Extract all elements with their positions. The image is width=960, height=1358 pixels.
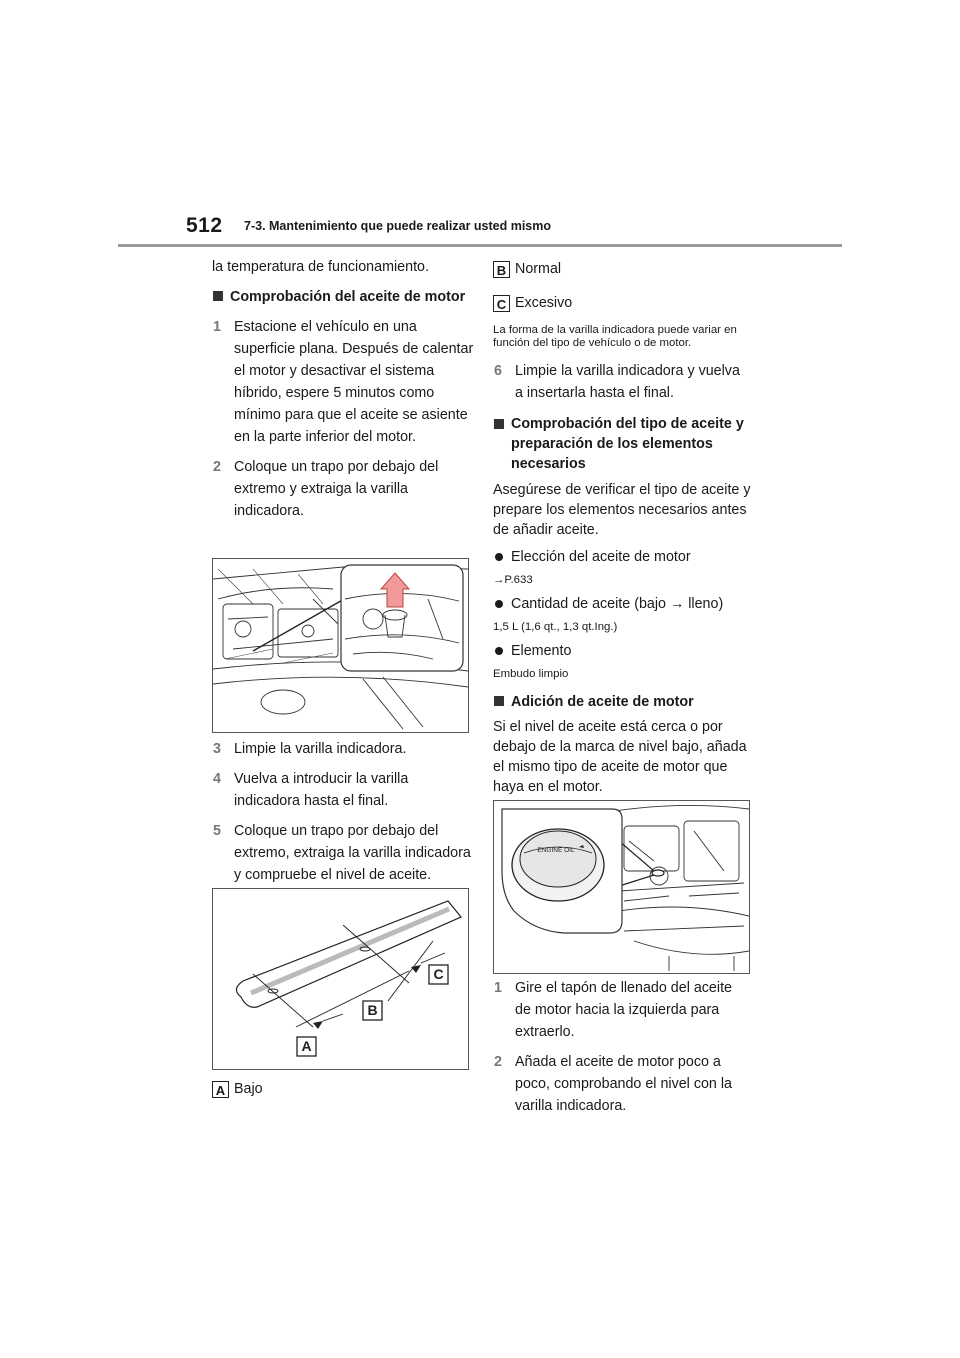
step-text: Estacione el vehículo en una superficie plana. Después de calentar el motor y desactivar el sistema híbrido, espere 5 minutos como mínimo para que el aceite se asiente en la parte inferior del motor. [234,319,474,445]
step-number: 2 [494,1054,502,1070]
label-a-row [212,1078,474,1100]
section-title: 7-3. Mantenimiento que puede realizar usted mismo [244,219,552,233]
oil-quantity-value: 1,5 L (1,6 qt., 1,3 qt.Ing.) [493,621,618,633]
label-a-box: A [212,1081,229,1098]
label-b-text: Normal [515,261,562,277]
step-number: 2 [213,459,221,475]
oil-type-intro: Asegúrese de verificar el tipo de aceite y prepare los elementos necesarios antes de añadir aceite. [493,482,751,538]
step-text: Añada el aceite de motor poco a poco, comprobando el nivel con la varilla indicadora. [515,1054,732,1114]
engine-bay-illustration [213,559,468,732]
bullet-item: Elemento [493,640,751,662]
heading-oil-type: Comprobación del tipo de aceite y preparación de los elementos necesarios [493,414,751,474]
step-5 [212,820,474,886]
step-4 [212,768,474,812]
label-c-text: Excesivo [515,295,573,311]
add-oil-intro: Si el nivel de aceite está cerca o por debajo de la marca de nivel bajo, añada el mismo tipo de aceite de motor que haya en el motor. [493,719,747,795]
oil-cap-illustration [494,801,749,973]
step-text: Coloque un trapo por debajo del extremo, extraiga la varilla indicadora y compruebe el nivel de aceite. [234,823,471,883]
heading-check-oil: Comprobación del aceite de motor [212,286,474,308]
step-number: 1 [494,980,502,996]
label-a-row-wrap [212,1078,474,1100]
step-number: 6 [494,363,502,379]
step-6 [493,360,751,404]
step-2 [212,456,474,522]
step-text: Limpie la varilla indicadora y vuelva a insertarla hasta el final. [515,363,740,401]
label-b-row [493,258,751,280]
continuation-text: la temperatura de funcionamiento. [212,259,429,275]
step-number: 5 [213,823,221,839]
item-value: Embudo limpio [493,668,569,680]
add-step-1 [493,977,751,1043]
figure-dipstick-location [212,558,469,733]
left-column-middle [212,738,474,886]
label-c-box: C [493,295,510,312]
step-text: Gire el tapón de llenado del aceite de motor hacia la izquierda para extraerlo. [515,980,732,1040]
dipstick-shade [251,909,449,993]
left-column-top [212,256,474,522]
step-1 [212,316,474,448]
dipstick-note: La forma de la varilla indicadora puede variar en función del tipo de vehículo o de motor. [493,324,737,349]
dipstick-illustration [213,889,468,1069]
figure-dipstick-levels [212,888,469,1070]
label-a-text: Bajo [234,1081,263,1097]
dipstick-label-b: B [367,1002,378,1018]
label-b-box: B [493,261,510,278]
dipstick-label-c: C [433,966,444,982]
bullet-oil-quantity: Cantidad de aceite (bajo → lleno) [493,593,751,615]
bullet-oil-choice: Elección del aceite de motor [493,546,751,568]
step-number: 3 [213,741,221,757]
dipstick-label-a: A [301,1038,312,1054]
right-column-top [493,258,751,797]
figure-oil-filler-cap [493,800,750,974]
step-text: Limpie la varilla indicadora. [234,741,407,757]
step-text: Coloque un trapo por debajo del extremo y extraiga la varilla indicadora. [234,459,439,519]
heading-add-oil: Adición de aceite de motor [493,691,751,713]
add-step-2 [493,1051,751,1117]
step-3 [212,738,474,760]
oil-cap-label: ENGINE OIL [537,847,575,854]
label-c-row [493,292,751,314]
oil-choice-reference: →P.633 [493,574,533,586]
right-column-bottom [493,977,751,1117]
step-number: 1 [213,319,221,335]
header-rule [118,244,842,247]
page-number: 512 [186,214,223,237]
step-number: 4 [213,771,221,787]
step-text: Vuelva a introducir la varilla indicadora hasta el final. [234,771,409,809]
